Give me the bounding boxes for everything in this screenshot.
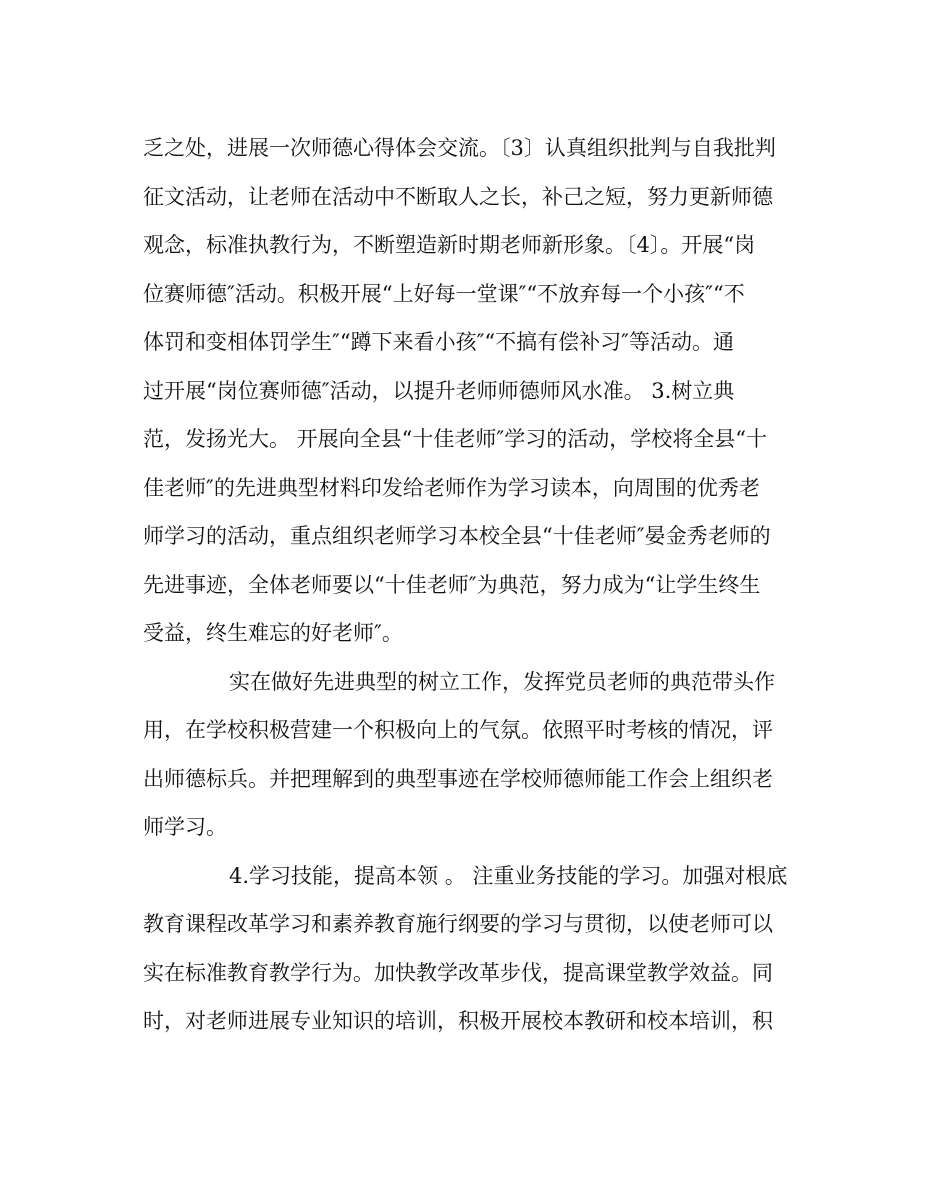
paragraph [143, 852, 813, 1046]
text-line: 受益，终生难忘的好老师″。 [143, 621, 403, 645]
text-line: 范，发扬光大。 开展向全县“十佳老师″学习的活动，学校将全县“十 [143, 427, 767, 451]
text-line: 体罚和变相体罚学生″“蹲下来看小孩″“不搞有偿补习″等活动。通 [143, 330, 735, 354]
text-line: 过开展“岗位赛师德″活动，以提升老师师德师风水准。 3.树立典 [143, 378, 735, 403]
text-line: 实在标准教育教学行为。加快教学改革步伐，提高课堂教学效益。同 [143, 960, 773, 985]
text-line: 实在做好先进典型的树立工作，发挥党员老师的典范带头作 [229, 669, 775, 694]
text-line: 佳老师″的先进典型材料印发给老师作为学习读本，向周围的优秀老 [143, 475, 760, 500]
text-line: 4.学习技能，提高本领 。 注重业务技能的学习。加强对根底 [229, 863, 788, 888]
text-line: 观念，标准执教行为，不断塑造新时期老师新形象。〔4〕。开展“岗 [143, 233, 756, 257]
text-line: 师学习。 [143, 815, 227, 839]
text-line: 先进事迹，全体老师要以“十佳老师″为典范，努力成为“让学生终生 [143, 572, 761, 597]
text-line: 师学习的活动，重点组织老师学习本校全县“十佳老师″晏金秀老师的 [143, 524, 771, 548]
body-text [143, 124, 813, 1046]
text-line: 位赛师德″活动。积极开展“上好每一堂课″“不放弃每一个小孩″“不 [143, 281, 745, 306]
text-line: 乏之处，进展一次师德心得体会交流。〔3〕认真组织批判与自我批判 [143, 136, 776, 160]
text-line: 征文活动，让老师在活动中不断取人之长，补己之短，努力更新师德 [143, 184, 773, 209]
paragraph [143, 124, 813, 658]
paragraph [143, 658, 813, 852]
text-line: 教育课程改革学习和素养教育施行纲要的学习与贯彻，以使老师可以 [143, 912, 773, 936]
text-line: 时，对老师进展专业知识的培训，积极开展校本教研和校本培训，积 [143, 1009, 773, 1033]
text-line: 出师德标兵。并把理解到的典型事迹在学校师德师能工作会上组织老 [143, 766, 773, 791]
text-line: 用，在学校积极营建一个积极向上的气氛。依照平时考核的情况，评 [143, 718, 773, 742]
